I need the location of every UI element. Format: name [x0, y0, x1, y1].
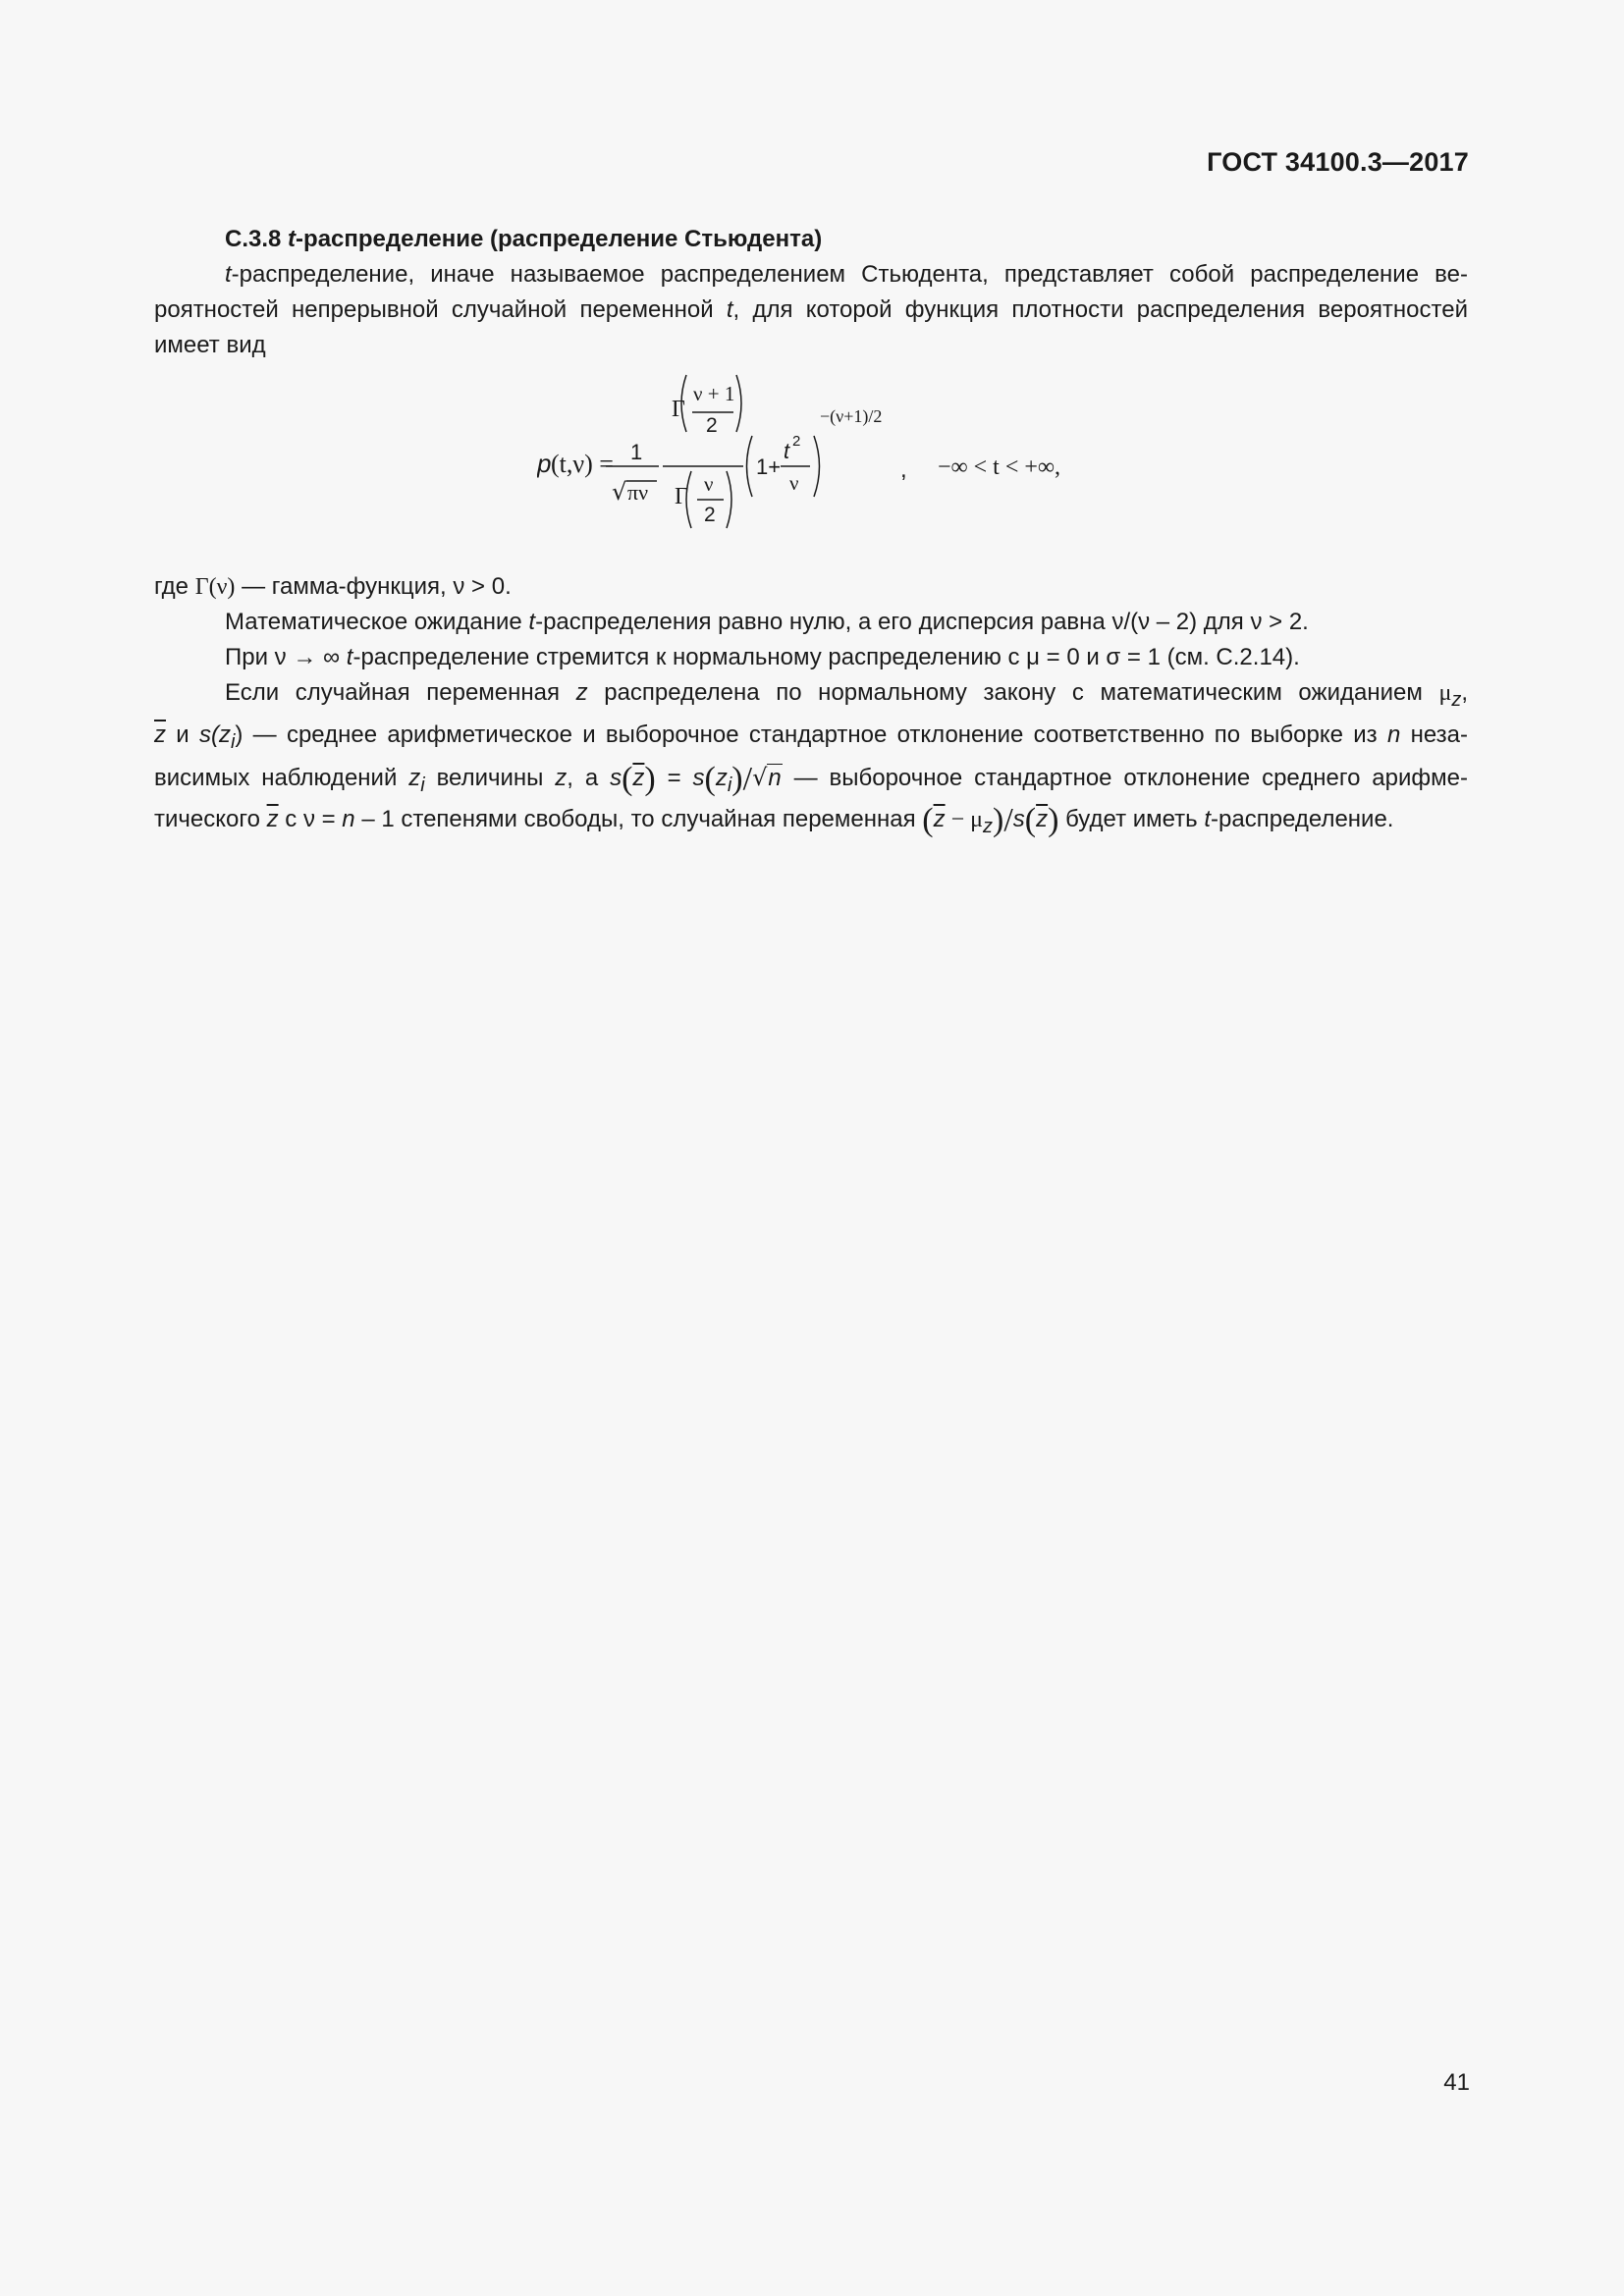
var-s: s	[198, 721, 211, 748]
final-text-1c: ,	[1461, 679, 1468, 706]
limit-text-2: -распределение стремится к нормальному распределению с μ = 0 и σ = 1 (см. С.2.14).	[352, 644, 1300, 670]
mu-symbol: μ	[1438, 680, 1452, 706]
z-i-close: )	[235, 721, 244, 748]
sub-i: i	[230, 730, 236, 753]
final-text-2c: неза-	[1400, 721, 1468, 748]
exponent: −(ν+1)/2	[820, 406, 883, 426]
var-t: t	[726, 296, 733, 323]
nu-plus-one: ν + 1	[693, 382, 735, 405]
final-text-4b: с ν =	[278, 806, 343, 833]
gamma-top: Γ	[672, 397, 685, 422]
where-line	[154, 569, 1468, 605]
where-text: — гамма-функция, ν > 0.	[235, 573, 512, 600]
sub-z: z	[982, 816, 993, 838]
var-s: s	[1012, 806, 1025, 833]
section-number: С.3.8	[225, 226, 282, 252]
equals: =	[655, 764, 693, 791]
one-plus: 1+	[756, 454, 782, 479]
var-z: z	[555, 764, 568, 791]
z-bar: $\overline{z}$	[154, 721, 166, 748]
expectation-text-1: Математическое ожидание	[225, 609, 529, 635]
sub-i: i	[727, 774, 732, 796]
final-text-4a: тического	[154, 806, 267, 833]
var-t: t	[346, 644, 353, 670]
intro-text-3: , для которой функция плотности распределения вероятностей	[732, 296, 1469, 323]
intro-text-4: имеет вид	[154, 332, 266, 358]
final-text-2a: и	[166, 721, 199, 748]
document-code: ГОСТ 34100.3—2017	[1207, 147, 1469, 177]
var-t: t	[528, 609, 536, 635]
minus-mu: − μ	[945, 807, 983, 833]
final-line-1	[154, 675, 1468, 718]
z-bar: $\overline{z}$	[1036, 806, 1049, 833]
z-bar: $\overline{z}$	[266, 806, 279, 833]
gamma-nu: Γ(ν)	[194, 574, 236, 600]
var-n: n	[1386, 721, 1401, 748]
final-text-3c: , а	[567, 764, 611, 791]
formula-range: −∞ < t < +∞,	[938, 454, 1061, 480]
sub-i: i	[420, 774, 425, 796]
final-line-2	[154, 718, 1468, 760]
limit-text-1: При ν → ∞	[225, 644, 347, 670]
limit-line	[154, 640, 1468, 675]
final-text-4e: -распределение.	[1211, 806, 1394, 833]
formula-svg	[537, 367, 1264, 552]
section-title: -распределение (распределение Стьюдента)	[296, 226, 823, 252]
formula-p: p	[537, 449, 552, 478]
var-t: t	[1204, 806, 1212, 833]
where-prefix: где	[154, 573, 195, 600]
var-s: s	[610, 764, 623, 791]
t-squared: 2	[792, 433, 801, 450]
z-i-open: (z	[210, 721, 231, 748]
t-var: t	[784, 439, 790, 463]
final-text-3b: величины	[424, 764, 556, 791]
final-text-1b: распределена по нормальному закону с математическим ожиданием	[587, 679, 1439, 706]
formula-one: 1	[630, 440, 643, 464]
final-text-4d: будет иметь	[1058, 806, 1205, 833]
formula-args: (t,ν) =	[551, 450, 614, 478]
var-n: n	[342, 806, 355, 833]
formula-sqrt-arg: πν	[627, 480, 649, 505]
intro-text-1: -распределение, иначе называемое распределением Стьюдента, представляет собой распределение ве-	[231, 261, 1468, 288]
final-line-4: тического $\overline{z}$ с ν = n – 1 степенями свободы, то случайная переменная $(\overline{z} - \mu_z)/s(\overline{z})$ будет иметь t-распределение.	[154, 802, 1394, 839]
two-bottom: 2	[704, 504, 716, 526]
gamma-bottom: Γ	[675, 484, 688, 509]
z-bar: $\overline{z}$	[933, 806, 946, 833]
final-text-4c: – 1 степенями свободы, то случайная переменная	[354, 806, 923, 833]
sub-z: z	[1451, 688, 1462, 711]
two-top: 2	[706, 414, 718, 437]
z-bar: $\overline{z}$	[632, 764, 645, 791]
expectation-line	[154, 605, 1468, 640]
intro-line-1	[154, 257, 1468, 293]
sqrt-sign: √	[612, 478, 627, 506]
section-heading	[154, 222, 1468, 257]
var-s: s	[692, 764, 705, 791]
density-formula	[154, 367, 1468, 552]
nu-denominator: ν	[789, 471, 799, 495]
final-text-3a: висимых наблюдений	[154, 764, 409, 791]
expectation-text-2: -распределения равно нулю, а его дисперсия равна ν/(ν – 2) для ν > 2.	[535, 609, 1309, 635]
page-number: 41	[1443, 2069, 1470, 2096]
final-text-2b: — среднее арифметическое и выборочное стандартное отклонение соответственно по выборке из	[243, 721, 1387, 748]
formula-comma: ,	[900, 456, 907, 483]
intro-text-2: роятностей непрерывной случайной переменной	[154, 296, 727, 323]
final-text-1a: Если случайная переменная	[225, 679, 576, 706]
intro-line-3	[154, 328, 1468, 363]
final-line-3: висимых наблюдений $z_i$ величины z, а $s(\overline{z}) = s(z_i)/√n$ — выборочное стандартное отклонение среднего арифме-	[154, 760, 1468, 797]
sqrt-n: n	[768, 764, 782, 791]
var-z: z	[575, 679, 588, 706]
section-title-var: t	[288, 226, 297, 252]
intro-line-2	[154, 293, 1468, 328]
nu-bottom: ν	[704, 472, 714, 496]
var-t: t	[225, 261, 232, 288]
final-text-3d: — выборочное стандартное отклонение среднего арифме-	[782, 764, 1468, 791]
page-body	[154, 222, 1468, 844]
